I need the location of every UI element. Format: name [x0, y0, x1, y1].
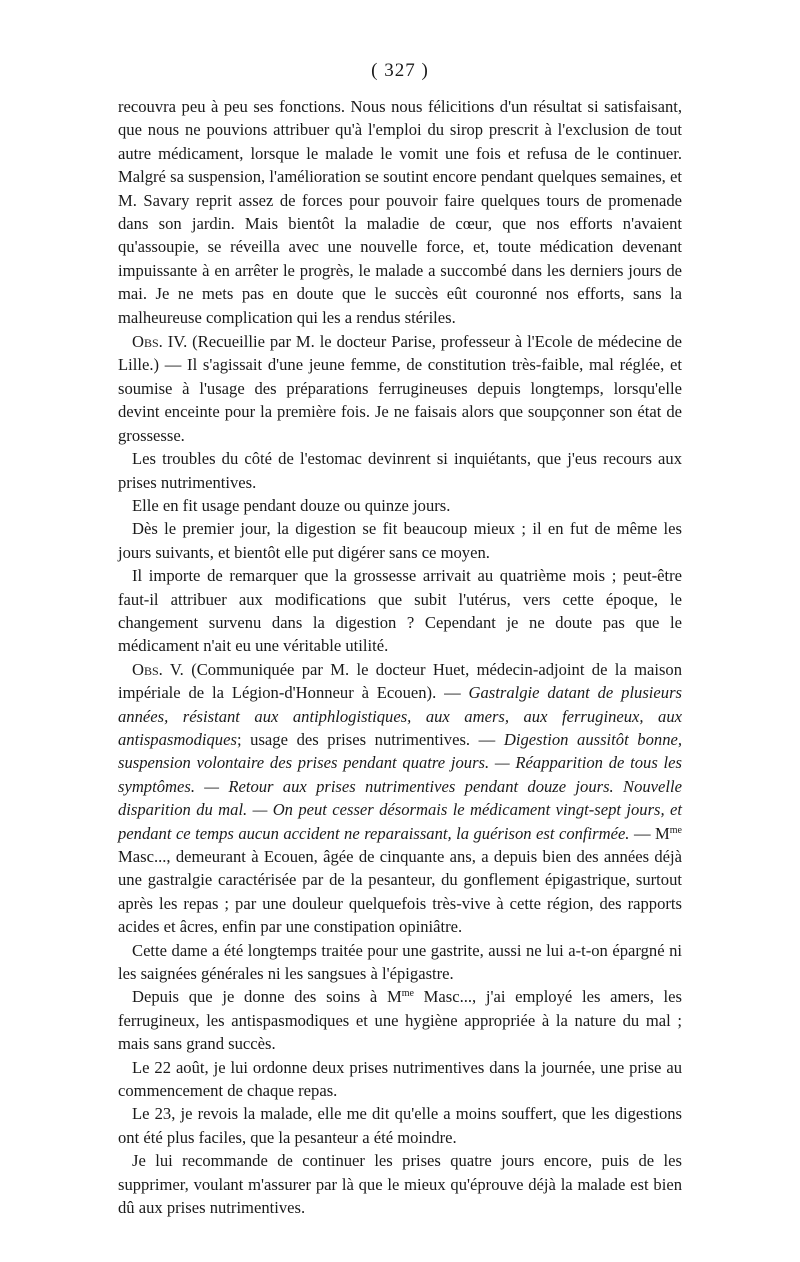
- superscript: me: [669, 824, 682, 836]
- observation-label: Obs. IV.: [132, 332, 188, 352]
- body-text: [118, 95, 682, 1220]
- observation-text: (Recueillie par M. le docteur Parise, professeur à l'Ecole de médecine de Lille.) — Il s'agissait d'une jeune femme, de constitution très-faible, mal réglée, et soumise à l'usage des préparations ferrugineuses depuis longtemps, lorsqu'elle devint enceinte pour la première fois. Je ne faisais alors que soupçonner son état de grossesse.: [118, 332, 683, 445]
- paragraph: Dès le premier jour, la digestion se fit beaucoup mieux ; il en fut de même les jours suivants, et bientôt elle put digérer sans ce moyen.: [118, 519, 682, 562]
- observation-summary-italic: Digestion aussitôt bonne, suspension volontaire des prises pendant quatre jours. — Réapparition de tous les symptômes. — Retour aux prises nutrimentives pendant douze jours. Nouvelle disparition du mal. — On peut cesser désormais le médicament vingt-sept jours, et pendant ce temps aucun accident ne reparaissant, la guérison est confirmée.: [118, 729, 682, 843]
- paragraph: [118, 985, 682, 1055]
- observation-v: [118, 658, 682, 939]
- observation-text: Masc..., demeurant à Ecouen, âgée de cinquante ans, a depuis bien des années déjà une gastralgie caractérisée par de la pesanteur, du gonflement épigastrique, surtout après les repas ; par une douleur quelquefois très-vive à cette région, des rapports acides et âcres, enfin par une constipation opiniâtre.: [118, 847, 682, 937]
- paragraph-part: Masc..., j'ai employé les amers, les ferrugineux, les antispasmodiques et une hygiène appropriée à la nature du mal ; mais sans grand succès.: [118, 987, 682, 1054]
- observation-summary-italic: Gastralgie datant de plusieurs années, résistant aux antiphlogistiques, aux amers, aux ferrugineux, aux antispasmodiques: [118, 683, 682, 749]
- observation-iv: [118, 330, 682, 447]
- paragraph: Je lui recommande de continuer les prises quatre jours encore, puis de les supprimer, voulant m'assurer par là que le mieux qu'éprouve déjà la malade est bien dû aux prises nutrimentives.: [118, 1151, 682, 1218]
- observation-label: Obs. V.: [132, 659, 184, 679]
- paragraph-part: Depuis que je donne des soins à M: [132, 987, 402, 1007]
- paragraph: Il importe de remarquer que la grossesse arrivait au quatrième mois ; peut-être faut-il attribuer aux modifications que subit l'utérus, vers cette époque, le changement survenu dans la digestion ? Cependant je ne doute pas que le médicament n'ait eu une véritable utilité.: [118, 566, 682, 656]
- paragraph: Elle en fit usage pendant douze ou quinze jours.: [132, 495, 451, 515]
- paragraph: Cette dame a été longtemps traitée pour une gastrite, aussi ne lui a-t-on épargné ni les saignées générales ni les sangsues à l'épigastre.: [118, 940, 682, 984]
- observation-summary-mid: ; usage des prises nutrimentives. —: [236, 729, 504, 749]
- paragraph: Le 23, je revois la malade, elle me dit qu'elle a moins souffert, que les digestions ont été plus faciles, que la pesanteur a été moindre.: [118, 1104, 682, 1147]
- paragraph-continuation: recouvra peu à peu ses fonctions. Nous nous félicitions d'un résultat si satisfaisant, que nous ne pouvions attribuer qu'à l'emploi du sirop prescrit à l'exclusion de tout autre médicament, lorsque le malade le vomit une fois et refusa de le continuer. Malgré sa suspension, l'amélioration se soutint encore pendant quelques semaines, et M. Savary reprit assez de forces pour pouvoir faire quelques tours de promenade dans son jardin. Mais bientôt la maladie de cœur, que nos efforts n'avaient qu'assoupie, se réveilla avec une nouvelle force, et, toute médication devenant impuissante à en arrêter le progrès, le malade a succombé dans les derniers jours de mai. Je ne mets pas en doute que le succès eût couronné nos efforts, sans la malheureuse complication qui les a rendus stériles.: [118, 97, 682, 327]
- superscript: me: [401, 988, 414, 1000]
- observation-dash: — M: [629, 823, 670, 843]
- observation-intro: (Communiquée par M. le docteur Huet, médecin-adjoint de la maison impériale de la Légion-d'Honneur à Ecouen). —: [118, 659, 683, 703]
- paragraph: Les troubles du côté de l'estomac devinrent si inquiétants, que j'eus recours aux prises nutrimentives.: [118, 449, 682, 492]
- paragraph: Le 22 août, je lui ordonne deux prises nutrimentives dans la journée, une prise au commencement de chaque repas.: [118, 1057, 682, 1101]
- page-number: ( 327 ): [371, 60, 429, 81]
